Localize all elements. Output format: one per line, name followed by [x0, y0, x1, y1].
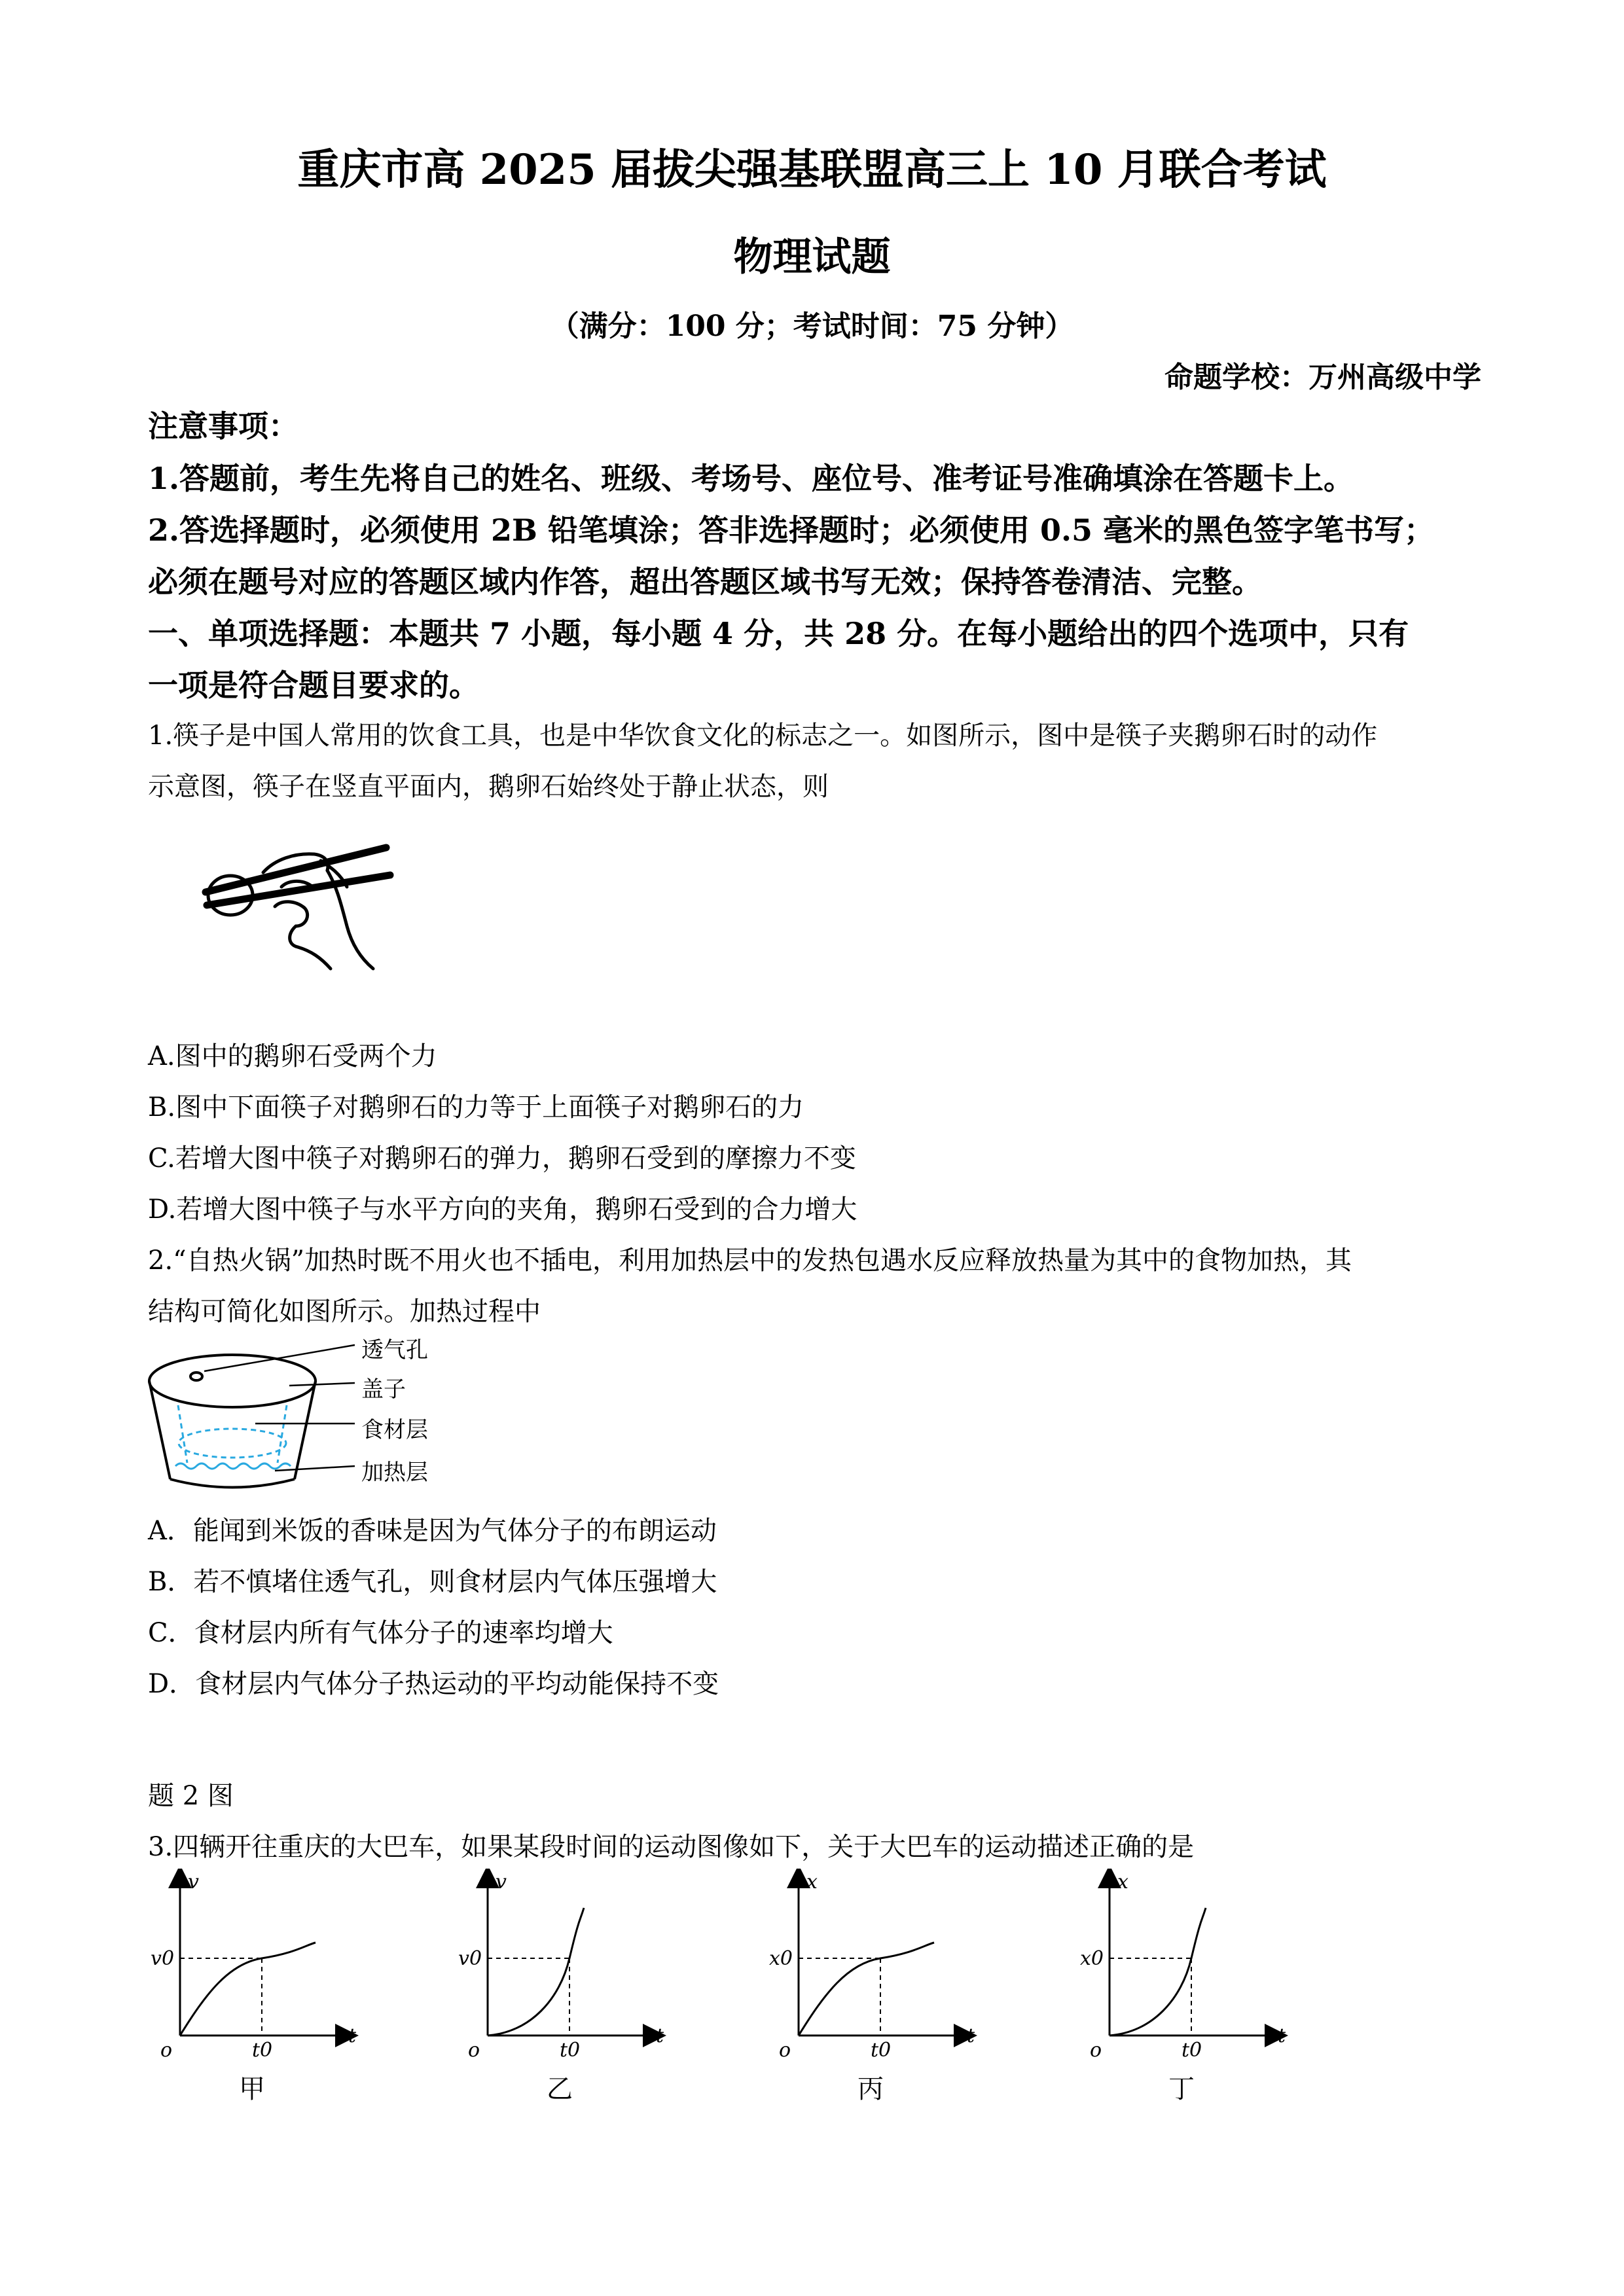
- t0-label: t0: [560, 2039, 581, 2058]
- food-layer-dash: [179, 1429, 286, 1458]
- vent-hole-shape: [190, 1372, 202, 1380]
- notes-item-1: 1.答题前，考生先将自己的姓名、班级、考场号、座位号、准考证号准确填涂在答题卡上。: [148, 461, 1354, 496]
- hand-finger-3: [275, 902, 308, 926]
- q3-stem: 3.四辆开往重庆的大巴车，如果某段时间的运动图像如下，关于大巴车的运动描述正确的是: [148, 1832, 1195, 1862]
- chopsticks-figure: [190, 834, 425, 978]
- t0-label: t0: [871, 2039, 892, 2058]
- q2-stem-line1: 2.“自热火锅”加热时既不用火也不插电，利用加热层中的发热包遇水反应释放热量为其中的食物加热，其: [148, 1246, 1352, 1276]
- label-lid: 盖子: [361, 1376, 406, 1403]
- heating-layer-wave: [175, 1463, 291, 1469]
- school-line: 命题学校：万州高级中学: [1164, 361, 1481, 394]
- inner-left-dash: [178, 1405, 187, 1463]
- notes-item-3: 必须在题号对应的答题区域内作答，超出答题区域书写无效；保持答卷清洁、完整。: [148, 564, 1262, 600]
- exam-info: （满分：100 分；考试时间：75 分钟）: [550, 310, 1074, 343]
- y-axis-label: x: [806, 1871, 818, 1893]
- leader-vent: [204, 1345, 355, 1371]
- y0-label: x0: [1080, 1947, 1104, 1970]
- y-axis-label: v: [496, 1871, 507, 1893]
- motion-graph-caption-3: 丙: [857, 2074, 884, 2104]
- exam-title: 重庆市高 2025 届拔尖强基联盟高三上 10 月联合考试: [297, 145, 1327, 194]
- q1-option-c: C.若增大图中筷子对鹅卵石的弹力，鹅卵石受到的摩擦力不变: [148, 1143, 856, 1174]
- hand-wrist: [298, 947, 331, 969]
- label-heating-layer: 加热层: [361, 1460, 428, 1486]
- q2-stem-line2: 结构可简化如图所示。加热过程中: [148, 1297, 541, 1327]
- subject-title: 物理试题: [733, 234, 891, 280]
- origin-label: o: [160, 2039, 173, 2058]
- bowl-right-wall: [295, 1381, 316, 1479]
- motion-graph-2: [452, 1869, 668, 2058]
- motion-curve: [799, 1943, 934, 2036]
- section1-heading-line2: 一项是符合题目要求的。: [148, 668, 479, 703]
- bowl-bottom: [170, 1479, 295, 1488]
- q2-option-c: C．食材层内所有气体分子的速率均增大: [148, 1618, 613, 1648]
- label-food-layer: 食材层: [361, 1417, 428, 1443]
- section1-heading-line1: 一、单项选择题：本题共 7 小题，每小题 4 分，共 28 分。在每小题给出的四个选项中，只有: [148, 616, 1409, 651]
- bowl-left-wall: [149, 1381, 170, 1479]
- motion-graph-caption-4: 丁: [1168, 2074, 1195, 2104]
- y0-label: x0: [769, 1947, 793, 1970]
- y-axis-label: x: [1117, 1871, 1128, 1893]
- q1-stem-line2: 示意图，筷子在竖直平面内，鹅卵石始终处于静止状态，则: [148, 772, 829, 802]
- x-axis-label: t: [1278, 2024, 1286, 2047]
- q1-option-b: B.图中下面筷子对鹅卵石的力等于上面筷子对鹅卵石的力: [148, 1092, 804, 1122]
- y0-label: v0: [458, 1947, 482, 1970]
- notes-heading: 注意事项：: [148, 408, 298, 444]
- y0-label: v0: [151, 1947, 175, 1970]
- x-axis-label: t: [967, 2024, 975, 2047]
- leader-heat: [275, 1466, 355, 1471]
- q2-option-d: D．食材层内气体分子热运动的平均动能保持不变: [148, 1669, 719, 1699]
- origin-label: o: [779, 2039, 791, 2058]
- motion-curve: [180, 1943, 316, 2036]
- motion-curve: [488, 1908, 584, 2036]
- motion-graph-caption-2: 乙: [547, 2074, 573, 2104]
- x-axis-label: t: [348, 2024, 357, 2047]
- lower-chopstick: [207, 875, 390, 905]
- lid-shape: [149, 1355, 316, 1407]
- hand-finger-4: [290, 926, 298, 947]
- hotpot-figure: [144, 1332, 360, 1499]
- motion-graph-caption-1: 甲: [239, 2074, 265, 2104]
- inner-right-dash: [278, 1405, 287, 1463]
- motion-graph-1: [144, 1869, 360, 2058]
- t0-label: t0: [252, 2039, 273, 2058]
- motion-graph-3: [763, 1869, 979, 2058]
- q2-option-b: B．若不慎堵住透气孔，则食材层内气体压强增大: [148, 1567, 717, 1597]
- q1-option-a: A.图中的鹅卵石受两个力: [148, 1041, 437, 1071]
- x-axis-label: t: [656, 2024, 664, 2047]
- motion-curve: [1110, 1908, 1206, 2036]
- q2-figure-caption: 题 2 图: [148, 1781, 234, 1811]
- label-vent-hole: 透气孔: [361, 1337, 428, 1363]
- q1-stem-line1: 1.筷子是中国人常用的饮食工具，也是中华饮食文化的标志之一。如图所示，图中是筷子夹鹅卵石时的动作: [148, 721, 1378, 751]
- y-axis-label: v: [188, 1871, 199, 1893]
- q2-option-a: A．能闻到米饭的香味是因为气体分子的布朗运动: [148, 1516, 717, 1546]
- q1-option-d: D.若增大图中筷子与水平方向的夹角，鹅卵石受到的合力增大: [148, 1194, 857, 1225]
- leader-lid: [289, 1383, 355, 1386]
- origin-label: o: [1090, 2039, 1102, 2058]
- notes-item-2: 2.答选择题时，必须使用 2B 铅笔填涂；答非选择题时；必须使用 0.5 毫米的黑色签字笔书写；: [148, 512, 1434, 548]
- t0-label: t0: [1182, 2039, 1202, 2058]
- motion-graph-4: [1074, 1869, 1290, 2058]
- origin-label: o: [468, 2039, 480, 2058]
